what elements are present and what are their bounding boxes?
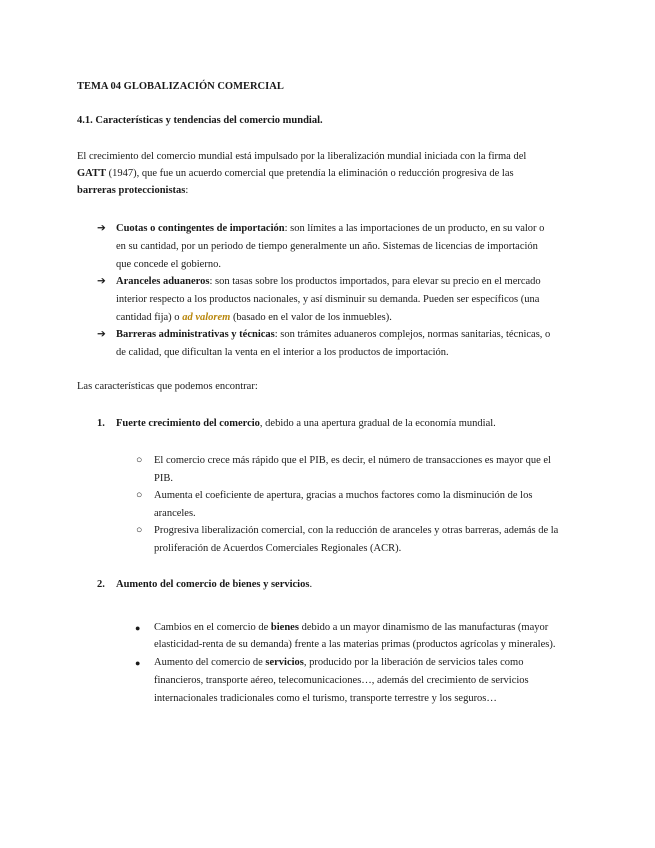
ad-valorem-highlight: ad valorem [182,312,231,323]
list-number: 2. [97,579,105,590]
doc-title: TEMA 04 GLOBALIZACIÓN COMERCIAL [77,81,284,92]
barreras-line-1: Barreras administrativas y técnicas: son trámites aduaneros complejos, normas sanitarias, técnicas, o [116,329,551,340]
arrow-bullet-icon: ➔ [97,276,106,287]
characteristics-intro: Las características que podemos encontrar: [77,381,258,392]
section-heading: 4.1. Características y tendencias del comercio mundial. [77,115,323,126]
circle-bullet-icon: ○ [136,525,143,536]
barreras-line-2: de calidad, que dificultan la venta en el interior a los productos de importación. [116,347,449,358]
item2-bullet1-line-2: elasticidad-renta de su demanda) frente a las materias primas (productos agrícolas y minerales). [154,639,556,650]
list-number: 1. [97,418,105,429]
item1-sub1-line-1: El comercio crece más rápido que el PIB, es decir, el número de transacciones es mayor que el [154,455,551,466]
circle-bullet-icon: ○ [136,490,143,501]
aranceles-line-3: cantidad fija) o ad valorem (basado en el valor de los inmuebles). [116,312,392,323]
item1-sub3-line-1: Progresiva liberalización comercial, con la reducción de aranceles y otras barreras, además de la [154,525,559,536]
item2-bullet2-line-3: internacionales tradicionales como el turismo, transporte terrestre y los seguros… [154,693,497,704]
cuotas-line-3: que concede el gobierno. [116,259,221,270]
item1-sub2-line-1: Aumenta el coeficiente de apertura, gracias a muchos factores como la disminución de los [154,490,533,501]
cuotas-line-2: en su cantidad, por un periodo de tiempo generalmente un año. Sistemas de licencias de importación [116,241,538,252]
intro-line-3: barreras proteccionistas: [77,185,189,196]
aranceles-line-1: Aranceles aduaneros: son tasas sobre los productos importados, para elevar su precio en el mercado [116,276,541,287]
filled-bullet-icon: ● [135,623,141,633]
item2-bullet2-line-2: financieros, transporte aéreo, telecomunicaciones…, además del crecimiento de servicios [154,675,529,686]
item1-heading: Fuerte crecimiento del comercio, debido a una apertura gradual de la economía mundial. [116,418,496,429]
item1-sub1-line-2: PIB. [154,473,173,484]
item2-bullet2-line-1: Aumento del comercio de servicios, producido por la liberación de servicios tales como [154,657,524,668]
intro-line-1: El crecimiento del comercio mundial está impulsado por la liberalización mundial iniciada con la firma del [77,151,527,162]
cuotas-line-1: Cuotas o contingentes de importación: son límites a las importaciones de un producto, en su valor o [116,223,545,234]
filled-bullet-icon: ● [135,658,141,668]
intro-line-2: GATT (1947), que fue un acuerdo comercial que pretendía la eliminación o reducción progresiva de las [77,168,514,179]
arrow-bullet-icon: ➔ [97,329,106,340]
item2-bullet1-line-1: Cambios en el comercio de bienes debido a un mayor dinamismo de las manufacturas (mayor [154,622,549,633]
circle-bullet-icon: ○ [136,455,143,466]
aranceles-line-2: interior respecto a los productos nacionales, y así disminuir su demanda. Pueden ser específicos (una [116,294,540,305]
item1-sub2-line-2: aranceles. [154,508,196,519]
arrow-bullet-icon: ➔ [97,223,106,234]
item1-sub3-line-2: proliferación de Acuerdos Comerciales Regionales (ACR). [154,543,402,554]
item2-heading: Aumento del comercio de bienes y servicios. [116,579,313,590]
